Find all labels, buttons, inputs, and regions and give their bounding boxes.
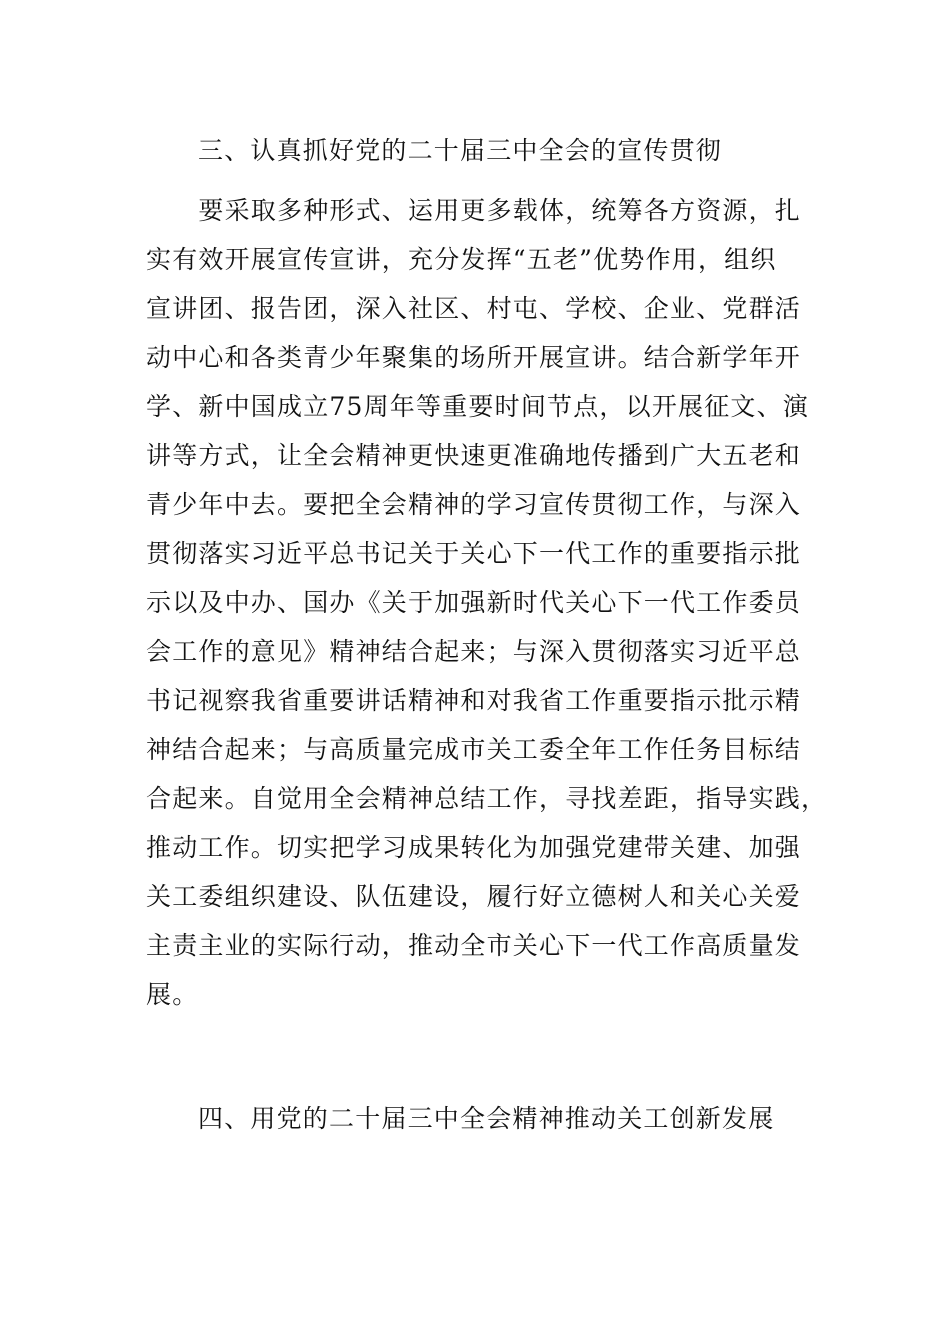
paragraph-line: 青少年中去。要把全会精神的学习宣传贯彻工作，与深入 bbox=[146, 490, 802, 519]
paragraph-line: 贯彻落实习近平总书记关于关心下一代工作的重要指示批 bbox=[146, 539, 802, 568]
section-3-heading: 三、认真抓好党的二十届三中全会的宣传贯彻 bbox=[198, 136, 723, 165]
paragraph-line: 宣讲团、报告团，深入社区、村屯、学校、企业、党群活 bbox=[146, 294, 802, 323]
paragraph-line: 会工作的意见》精神结合起来；与深入贯彻落实习近平总 bbox=[146, 637, 802, 666]
paragraph-line: 学、新中国成立75周年等重要时间节点，以开展征文、演 bbox=[146, 392, 810, 421]
paragraph-line: 书记视察我省重要讲话精神和对我省工作重要指示批示精 bbox=[146, 686, 802, 715]
paragraph-line: 实有效开展宣传宣讲，充分发挥“五老”优势作用，组织 bbox=[146, 245, 777, 274]
paragraph-line: 合起来。自觉用全会精神总结工作，寻找差距，指导实践， bbox=[146, 784, 828, 813]
paragraph-line: 讲等方式，让全会精神更快速更准确地传播到广大五老和 bbox=[146, 441, 802, 470]
paragraph-line: 要采取多种形式、运用更多载体，统筹各方资源，扎 bbox=[146, 196, 802, 225]
paragraph-line: 神结合起来；与高质量完成市关工委全年工作任务目标结 bbox=[146, 735, 802, 764]
paragraph-line: 关工委组织建设、队伍建设，履行好立德树人和关心关爱 bbox=[146, 882, 802, 911]
paragraph-line: 推动工作。切实把学习成果转化为加强党建带关建、加强 bbox=[146, 833, 802, 862]
paragraph-line: 主责主业的实际行动，推动全市关心下一代工作高质量发 bbox=[146, 931, 802, 960]
section-4-heading: 四、用党的二十届三中全会精神推动关工创新发展 bbox=[198, 1104, 775, 1133]
paragraph-line: 示以及中办、国办《关于加强新时代关心下一代工作委员 bbox=[146, 588, 802, 617]
paragraph-line: 动中心和各类青少年聚集的场所开展宣讲。结合新学年开 bbox=[146, 343, 802, 372]
paragraph-line: 展。 bbox=[146, 980, 199, 1009]
